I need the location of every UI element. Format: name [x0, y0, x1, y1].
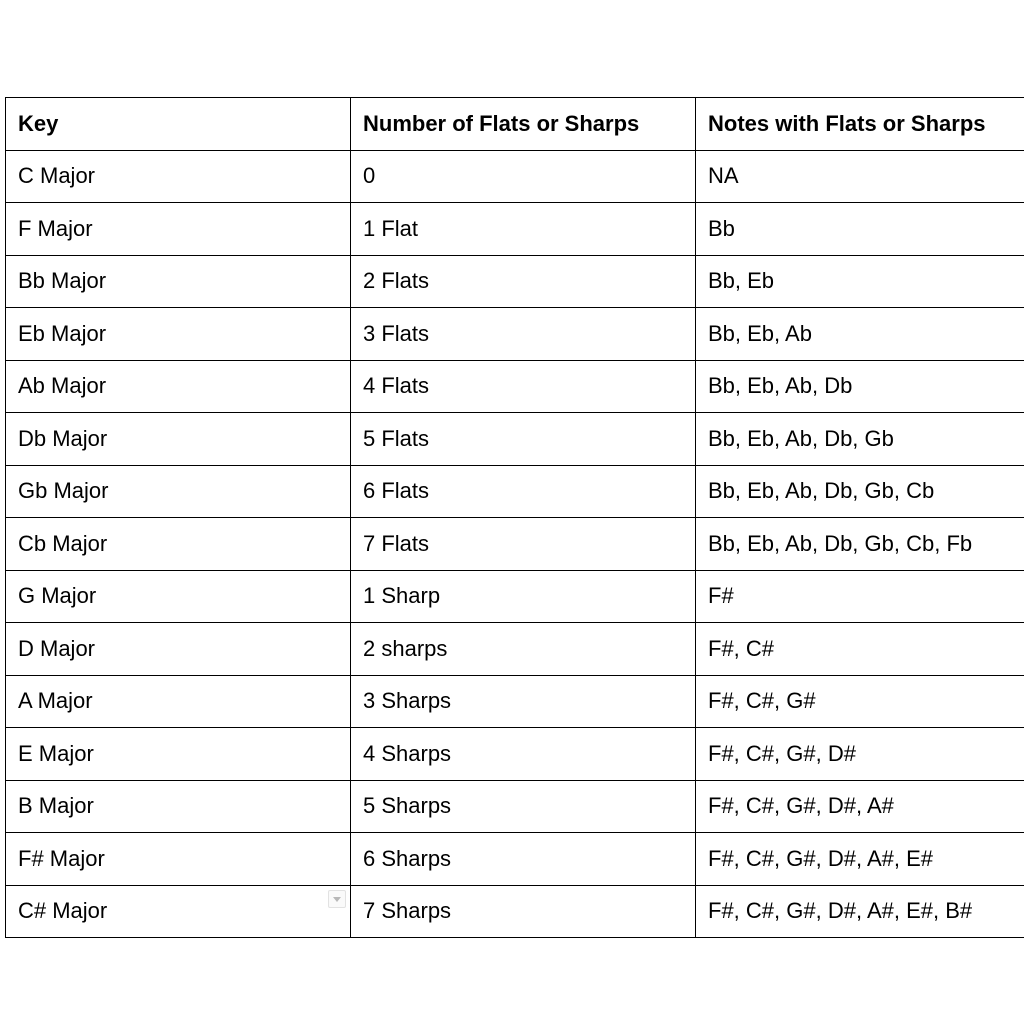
table-row	[6, 623, 1024, 676]
table-row	[6, 360, 1024, 413]
cell-count[interactable]: 6 Flats	[351, 465, 696, 518]
table-row	[6, 728, 1024, 781]
cell-key[interactable]: A Major	[6, 675, 351, 728]
cell-count[interactable]: 3 Flats	[351, 308, 696, 361]
cell-notes[interactable]: Bb, Eb, Ab, Db, Gb	[696, 413, 1024, 466]
table-row	[6, 203, 1024, 256]
header-notes-with-flats-or-sharps[interactable]: Notes with Flats or Sharps	[696, 98, 1024, 151]
cell-key[interactable]: Eb Major	[6, 308, 351, 361]
cell-notes[interactable]: Bb	[696, 203, 1024, 256]
cell-key[interactable]: F Major	[6, 203, 351, 256]
cell-count[interactable]: 2 Flats	[351, 255, 696, 308]
cell-notes[interactable]: F#, C#, G#, D#, A#, E#, B#	[696, 885, 1024, 938]
cell-count[interactable]: 6 Sharps	[351, 833, 696, 886]
cell-notes[interactable]: F#, C#, G#	[696, 675, 1024, 728]
cell-key[interactable]: Cb Major	[6, 518, 351, 571]
cell-count[interactable]: 1 Flat	[351, 203, 696, 256]
cell-notes[interactable]: F#, C#, G#, D#, A#, E#	[696, 833, 1024, 886]
dropdown-arrow-icon[interactable]	[328, 890, 346, 908]
cell-key[interactable]: G Major	[6, 570, 351, 623]
cell-count[interactable]: 7 Sharps	[351, 885, 696, 938]
header-key[interactable]: Key	[6, 98, 351, 151]
cell-notes[interactable]: Bb, Eb, Ab, Db, Gb, Cb, Fb	[696, 518, 1024, 571]
cell-key[interactable]: Gb Major	[6, 465, 351, 518]
cell-notes[interactable]: F#, C#, G#, D#, A#	[696, 780, 1024, 833]
cell-count[interactable]: 4 Sharps	[351, 728, 696, 781]
table-row	[6, 885, 1024, 938]
table-row	[6, 833, 1024, 886]
cell-count[interactable]: 3 Sharps	[351, 675, 696, 728]
table-row	[6, 413, 1024, 466]
key-signature-table-container	[5, 97, 1024, 938]
cell-key[interactable]: E Major	[6, 728, 351, 781]
cell-notes[interactable]: Bb, Eb	[696, 255, 1024, 308]
cell-key[interactable]: F# Major	[6, 833, 351, 886]
cell-key[interactable]: D Major	[6, 623, 351, 676]
cell-key[interactable]: B Major	[6, 780, 351, 833]
cell-notes[interactable]: Bb, Eb, Ab	[696, 308, 1024, 361]
cell-key[interactable]: Ab Major	[6, 360, 351, 413]
cell-notes[interactable]: F#, C#	[696, 623, 1024, 676]
cell-count[interactable]: 1 Sharp	[351, 570, 696, 623]
header-number-of-flats-or-sharps[interactable]: Number of Flats or Sharps	[351, 98, 696, 151]
cell-count[interactable]: 7 Flats	[351, 518, 696, 571]
cell-count[interactable]: 2 sharps	[351, 623, 696, 676]
cell-key[interactable]: Db Major	[6, 413, 351, 466]
cell-notes[interactable]: NA	[696, 150, 1024, 203]
key-signature-table	[5, 97, 1024, 938]
cell-key-with-dropdown[interactable]	[6, 885, 351, 938]
cell-key-label: C# Major	[18, 898, 108, 924]
cell-count[interactable]: 5 Sharps	[351, 780, 696, 833]
table-row	[6, 255, 1024, 308]
table-row	[6, 518, 1024, 571]
table-row	[6, 150, 1024, 203]
table-row	[6, 570, 1024, 623]
table-row	[6, 308, 1024, 361]
header-row	[6, 98, 1024, 151]
table-row	[6, 780, 1024, 833]
cell-count[interactable]: 4 Flats	[351, 360, 696, 413]
cell-notes[interactable]: F#, C#, G#, D#	[696, 728, 1024, 781]
cell-notes[interactable]: Bb, Eb, Ab, Db, Gb, Cb	[696, 465, 1024, 518]
cell-notes[interactable]: F#	[696, 570, 1024, 623]
table-row	[6, 675, 1024, 728]
cell-key[interactable]: Bb Major	[6, 255, 351, 308]
cell-count[interactable]: 5 Flats	[351, 413, 696, 466]
cell-notes[interactable]: Bb, Eb, Ab, Db	[696, 360, 1024, 413]
cell-count[interactable]: 0	[351, 150, 696, 203]
cell-key[interactable]: C Major	[6, 150, 351, 203]
table-row	[6, 465, 1024, 518]
